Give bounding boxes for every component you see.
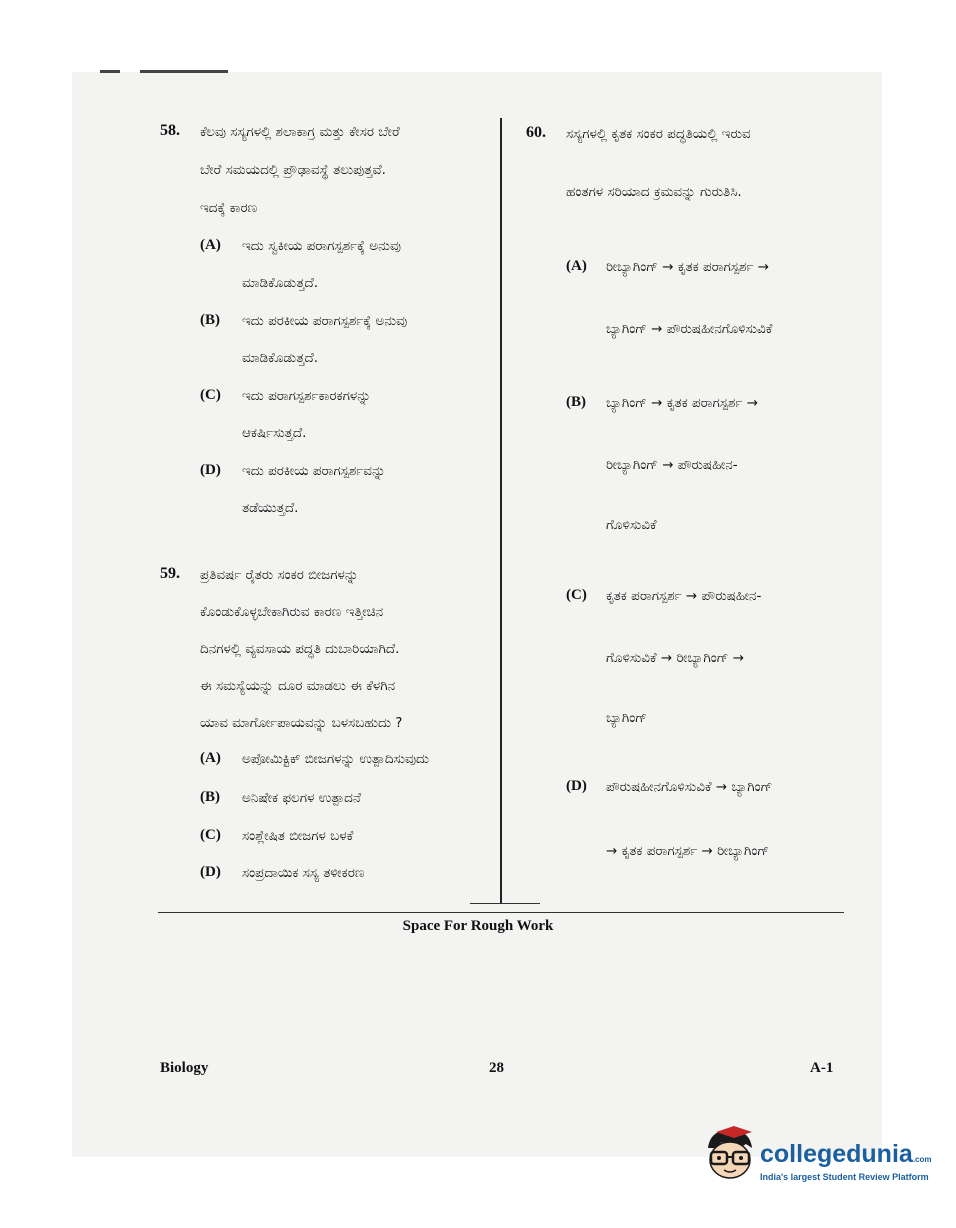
q58-option-a-label: (A) [200, 237, 221, 253]
q60-option-c-text: ಗೊಳಿಸುವಿಕೆ → ರೀಬ್ಯಾಗಿಂಗ್ → [606, 650, 745, 666]
q59-option-d-label: (D) [200, 864, 221, 880]
top-edge-mark [100, 70, 120, 73]
page-sheet [72, 72, 882, 1157]
logo-tld: .com [912, 1155, 932, 1164]
column-divider [500, 118, 502, 904]
rough-work-heading: Space For Rough Work [402, 918, 554, 934]
q60-option-a-text: ಬ್ಯಾಗಿಂಗ್ → ಪೌರುಷಹೀನಗೊಳಿಸುವಿಕೆ [606, 321, 773, 337]
q58-line: ಇದಕ್ಕೆ ಕಾರಣ [200, 200, 258, 216]
q60-option-d-label: (D) [566, 778, 587, 794]
q58-option-d-text: ಇದು ಪರಕೀಯ ಪರಾಗಸ್ಪರ್ಶವನ್ನು [242, 463, 386, 479]
q60-option-c-label: (C) [566, 587, 587, 603]
q59-line: ದಿನಗಳಲ್ಲಿ ವ್ಯವಸಾಯ ಪದ್ಧತಿ ದುಬಾರಿಯಾಗಿದೆ. [200, 641, 400, 657]
student-mascot-icon [700, 1122, 760, 1186]
q59-line: ಈ ಸಮಸ್ಯೆಯನ್ನು ದೂರ ಮಾಡಲು ಈ ಕೆಳಗಿನ [200, 678, 396, 694]
q59-option-a-text: ಅಪೋಮಿಕ್ಟಿಕ್ ಬೀಜಗಳನ್ನು ಉತ್ಪಾದಿಸುವುದು [242, 751, 430, 767]
footer-subject: Biology [160, 1060, 209, 1076]
q60-option-a-text: ರೀಬ್ಯಾಗಿಂಗ್ → ಕೃತಕ ಪರಾಗಸ್ಪರ್ಶ → [606, 259, 770, 275]
q58-option-a-text: ಇದು ಸ್ವಕೀಯ ಪರಾಗಸ್ಪರ್ಶಕ್ಕೆ ಅನುವು [242, 238, 401, 254]
q60-number: 60. [526, 124, 546, 141]
column-end-rule [470, 903, 540, 904]
q58-option-d-text: ತಡೆಯುತ್ತದೆ. [242, 500, 299, 516]
q60-option-b-label: (B) [566, 394, 586, 410]
footer-code: A-1 [810, 1060, 834, 1076]
q59-line: ಕೊಂಡುಕೊಳ್ಳಬೇಕಾಗಿರುವ ಕಾರಣ ಇತ್ತೀಚಿನ [200, 604, 384, 620]
q60-option-b-text: ಬ್ಯಾಗಿಂಗ್ → ಕೃತಕ ಪರಾಗಸ್ಪರ್ಶ → [606, 395, 759, 411]
q60-option-b-text: ಗೊಳಿಸುವಿಕೆ [606, 517, 657, 533]
rough-work-rule [158, 912, 844, 913]
q60-option-c-text: ಬ್ಯಾಗಿಂಗ್ [606, 710, 647, 726]
q60-option-c-text: ಕೃತಕ ಪರಾಗಸ್ಪರ್ಶ → ಪೌರುಷಹೀನ- [606, 588, 762, 604]
q60-option-d-text: → ಕೃತಕ ಪರಾಗಸ್ಪರ್ಶ → ರೀಬ್ಯಾಗಿಂಗ್ [606, 843, 770, 859]
q59-line: ಪ್ರತಿವರ್ಷ ರೈತರು ಸಂಕರ ಬೀಜಗಳನ್ನು [200, 567, 359, 583]
q59-option-c-label: (C) [200, 827, 221, 843]
q59-option-b-text: ಅನಿಷೇಕ ಫಲಗಳ ಉತ್ಪಾದನೆ [242, 790, 361, 806]
q59-option-d-text: ಸಂಪ್ರದಾಯಿಕ ಸಸ್ಯ ತಳೀಕರಣ [242, 865, 365, 881]
footer-page-number: 28 [489, 1060, 504, 1076]
q58-line: ಬೇರೆ ಸಮಯದಲ್ಲಿ ಪ್ರೌಢಾವಸ್ಥೆ ತಲುಪುತ್ತವೆ. [200, 162, 386, 178]
q58-option-c-label: (C) [200, 387, 221, 403]
q60-line: ಹಂತಗಳ ಸರಿಯಾದ ಕ್ರಮವನ್ನು ಗುರುತಿಸಿ. [566, 184, 742, 200]
q58-line: ಕೆಲವು ಸಸ್ಯಗಳಲ್ಲಿ ಶಲಾಕಾಗ್ರ ಮತ್ತು ಕೇಸರ ಬೇರೆ [200, 124, 400, 140]
logo-tagline: India's largest Student Review Platform [760, 1172, 929, 1182]
q58-option-b-label: (B) [200, 312, 220, 328]
collegedunia-logo-text[interactable] [760, 1140, 931, 1169]
q58-option-c-text: ಇದು ಪರಾಗಸ್ಪರ್ಶಕಾರಕಗಳನ್ನು [242, 388, 371, 404]
q58-option-b-text: ಮಾಡಿಕೊಡುತ್ತದೆ. [242, 350, 319, 366]
q59-option-c-text: ಸಂಶ್ಲೇಷಿತ ಬೀಜಗಳ ಬಳಕೆ [242, 828, 354, 844]
q58-option-a-text: ಮಾಡಿಕೊಡುತ್ತದೆ. [242, 275, 319, 291]
q59-option-a-label: (A) [200, 750, 221, 766]
q59-option-b-label: (B) [200, 789, 220, 805]
logo-name: collegedunia [760, 1140, 913, 1168]
q58-option-b-text: ಇದು ಪರಕೀಯ ಪರಾಗಸ್ಪರ್ಶಕ್ಕೆ ಅನುವು [242, 313, 408, 329]
q60-option-a-label: (A) [566, 258, 587, 274]
top-edge-mark [140, 70, 228, 73]
q60-line: ಸಸ್ಯಗಳಲ್ಲಿ ಕೃತಕ ಸಂಕರ ಪದ್ಧತಿಯಲ್ಲಿ ಇರುವ [566, 126, 751, 142]
q58-number: 58. [160, 122, 180, 139]
q58-option-d-label: (D) [200, 462, 221, 478]
q59-number: 59. [160, 565, 180, 582]
q59-line: ಯಾವ ಮಾರ್ಗೋಪಾಯವನ್ನು ಬಳಸಬಹುದು ? [200, 715, 403, 731]
q58-option-c-text: ಆಕರ್ಷಿಸುತ್ತದೆ. [242, 425, 307, 441]
q60-option-b-text: ರೀಬ್ಯಾಗಿಂಗ್ → ಪೌರುಷಹೀನ- [606, 457, 738, 473]
q60-option-d-text: ಪೌರುಷಹೀನಗೊಳಿಸುವಿಕೆ → ಬ್ಯಾಗಿಂಗ್ [606, 779, 773, 795]
